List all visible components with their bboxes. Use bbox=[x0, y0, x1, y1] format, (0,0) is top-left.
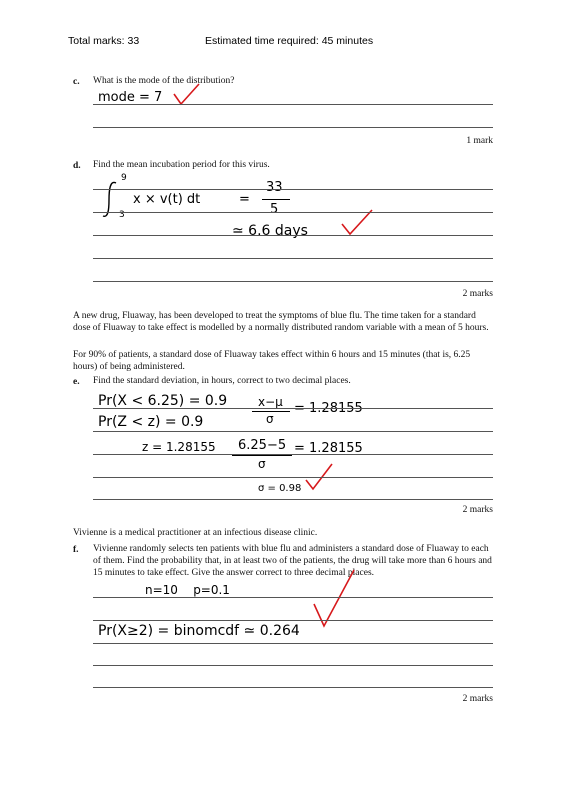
answer-line bbox=[93, 212, 493, 213]
total-marks: Total marks: 33 bbox=[68, 35, 140, 47]
working-f-line1: n=10 p=0.1 bbox=[145, 583, 230, 597]
answer-line bbox=[93, 454, 493, 455]
working-e-line2: Pr(Z < z) = 0.9 bbox=[98, 414, 204, 430]
working-e-line3: z = 1.28155 bbox=[142, 440, 216, 454]
answer-line bbox=[93, 665, 493, 666]
answer-line bbox=[93, 477, 493, 478]
fraction-numerator: 33 bbox=[266, 180, 283, 195]
marks-e: 2 marks bbox=[462, 505, 493, 515]
fraction2-bar bbox=[232, 455, 292, 456]
answer-line bbox=[93, 597, 493, 598]
lower-limit: 3 bbox=[119, 210, 125, 220]
fraction1-numerator: x−μ bbox=[258, 395, 283, 409]
answer-line bbox=[93, 127, 493, 128]
estimated-time: Estimated time required: 45 minutes bbox=[205, 35, 374, 47]
answer-line bbox=[93, 687, 493, 688]
answer-line bbox=[93, 620, 493, 621]
intro-vivienne-paragraph: Vivienne is a medical practitioner at an infectious disease clinic. bbox=[73, 528, 318, 538]
fraction-denominator: 5 bbox=[270, 202, 279, 217]
question-d-label: d. bbox=[73, 161, 81, 171]
integral-working: x × v(t) dt bbox=[133, 192, 201, 207]
tick-mark-f bbox=[312, 568, 356, 632]
answer-line bbox=[93, 189, 493, 190]
intro-90-percent-paragraph: For 90% of patients, a standard dose of Fluaway takes effect within 6 hours and 15 minutes (that is, 6.25 hours) of being administered. bbox=[73, 350, 471, 372]
intro-fluaway-paragraph: A new drug, Fluaway, has been developed to treat the symptoms of blue flu. The time taken for a standard dose of Fluaway to take effect is modelled by a normally distributed random variable with a mean of 5 hours. bbox=[73, 311, 489, 333]
fraction1-denominator: σ bbox=[266, 412, 274, 426]
question-f-text: Vivienne randomly selects ten patients with blue flu and administers a standard dose of Fluaway to each of them. Find the probability that, in at least two of the patients, the drug will take more than 6 hours and 15 minutes to take effect. Give the answer correct to three decimal places. bbox=[93, 544, 492, 578]
fraction1-rhs: = 1.28155 bbox=[294, 401, 363, 416]
question-c-text: What is the mode of the distribution? bbox=[93, 76, 235, 86]
marks-d: 2 marks bbox=[462, 289, 493, 299]
upper-limit: 9 bbox=[121, 173, 127, 183]
question-c-label: c. bbox=[73, 77, 80, 87]
answer-line bbox=[93, 431, 493, 432]
answer-line bbox=[93, 408, 493, 409]
question-f-label: f. bbox=[73, 545, 79, 555]
answer-line bbox=[93, 643, 493, 644]
answer-d-handwriting: ≃ 6.6 days bbox=[232, 223, 308, 239]
fraction2-numerator: 6.25−5 bbox=[238, 438, 287, 453]
fraction2-denominator: σ bbox=[258, 457, 266, 471]
question-e-text: Find the standard deviation, in hours, correct to two decimal places. bbox=[93, 376, 351, 386]
question-d-text: Find the mean incubation period for this virus. bbox=[93, 160, 270, 170]
working-e-line1: Pr(X < 6.25) = 0.9 bbox=[98, 393, 228, 409]
marks-f: 2 marks bbox=[462, 694, 493, 704]
equals-sign: = bbox=[239, 192, 250, 207]
answer-line bbox=[93, 281, 493, 282]
answer-line bbox=[93, 499, 493, 500]
marks-c: 1 mark bbox=[466, 136, 493, 146]
answer-line bbox=[93, 235, 493, 236]
answer-e-handwriting: σ = 0.98 bbox=[258, 483, 302, 494]
fraction-bar bbox=[262, 199, 290, 200]
answer-f-handwriting: Pr(X≥2) = binomcdf ≃ 0.264 bbox=[98, 623, 300, 639]
tick-mark-c bbox=[172, 82, 202, 106]
answer-line bbox=[93, 104, 493, 105]
answer-c-handwriting: mode = 7 bbox=[98, 90, 163, 105]
fraction2-rhs: = 1.28155 bbox=[294, 441, 363, 456]
question-e-label: e. bbox=[73, 377, 80, 387]
answer-line bbox=[93, 258, 493, 259]
